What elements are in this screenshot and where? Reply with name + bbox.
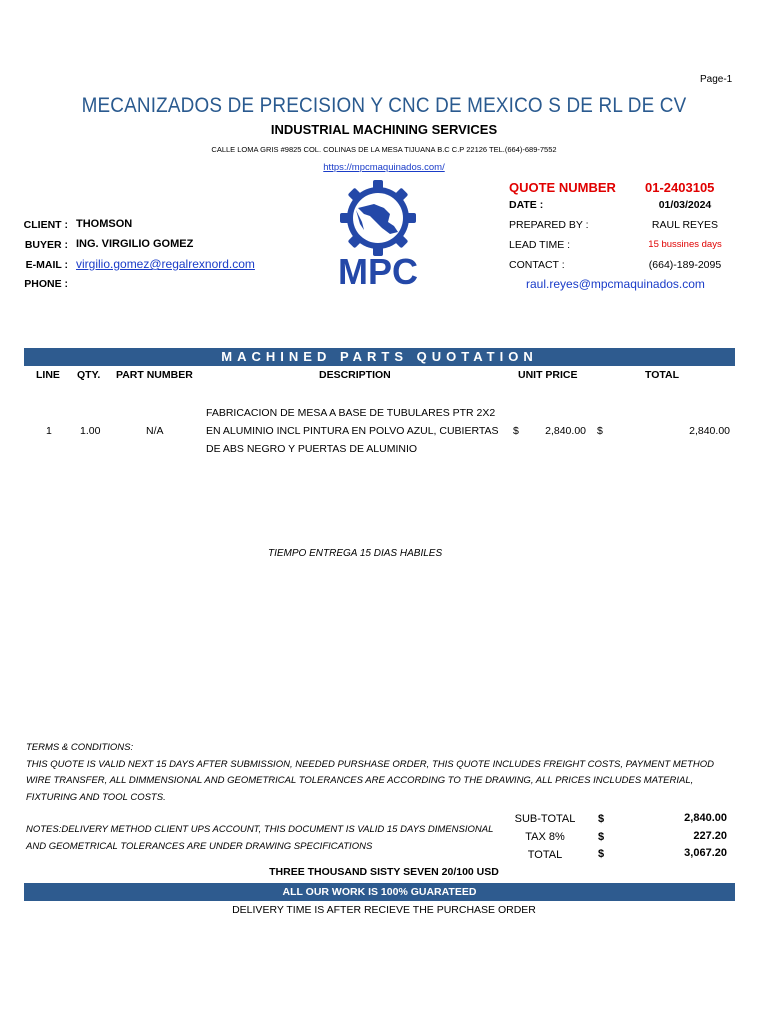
date-value: 01/03/2024: [658, 199, 712, 211]
tax-currency: $: [598, 831, 605, 843]
phone-label: PHONE :: [24, 278, 68, 290]
quote-number-label: QUOTE NUMBER: [509, 180, 616, 195]
subtotal-value: 2,840.00: [684, 812, 727, 824]
row-unit-price: 2,840.00: [545, 425, 586, 437]
svg-text:MPC: MPC: [338, 251, 418, 290]
quote-number-value: 01-2403105: [645, 180, 715, 195]
col-header-total: TOTAL: [645, 369, 680, 381]
contact-email[interactable]: raul.reyes@mpcmaquinados.com: [526, 277, 705, 291]
total-label: TOTAL: [527, 849, 563, 861]
company-logo: [316, 178, 440, 290]
guarantee-band: ALL OUR WORK IS 100% GUARATEED: [24, 883, 735, 901]
delivery-condition-note: DELIVERY TIME IS AFTER RECIEVE THE PURCHASE ORDER: [232, 904, 536, 916]
client-value: THOMSON: [76, 218, 133, 230]
row-total-currency: $: [597, 425, 603, 437]
lead-time-value: 15 bussines days: [648, 239, 722, 250]
company-address: CALLE LOMA GRIS #9825 COL. COLINAS DE LA MESA TIJUANA B.C C.P 22126 TEL.(664)-689-7552: [211, 145, 557, 154]
col-header-description: DESCRIPTION: [319, 369, 391, 381]
row-part-number: N/A: [146, 425, 164, 437]
company-website-link[interactable]: https://mpcmaquinados.com/: [323, 162, 445, 173]
col-header-qty: QTY.: [77, 369, 101, 381]
subtotal-label: SUB-TOTAL: [514, 813, 576, 825]
client-label: CLIENT :: [23, 219, 68, 231]
row-description: FABRICACION DE MESA A BASE DE TUBULARES PTR 2X2 EN ALUMINIO INCL PINTURA EN POLVO AZUL, CUBIERTAS DE ABS NEGRO Y PUERTAS DE ALUMINIO: [206, 407, 499, 455]
col-header-line: LINE: [36, 369, 60, 381]
contact-label: CONTACT :: [509, 259, 565, 271]
tax-label: TAX 8%: [525, 831, 565, 843]
tax-value: 227.20: [693, 830, 727, 842]
contact-phone: (664)-189-2095: [648, 259, 722, 271]
row-line: 1: [46, 425, 52, 437]
company-tagline: INDUSTRIAL MACHINING SERVICES: [270, 122, 498, 137]
email-link[interactable]: virgilio.gomez@regalrexnord.com: [76, 257, 255, 271]
terms-and-conditions: TERMS & CONDITIONS: THIS QUOTE IS VALID NEXT 15 DAYS AFTER SUBMISSION, NEEDED PURSHASE ORDER, THIS QUOTE INCLUDES FREIGHT COSTS, PAYMENT METHOD WIRE TRANSFER, ALL DIMMENSIONAL AND GEOMETRICAL TOLERANCES ARE ACCORDING TO THE DRAWING, ALL PRICES INCLUDES MATERIAL, FIXTURING AND TOOL COSTS.: [26, 742, 714, 803]
page-number: Page-1: [700, 74, 733, 85]
row-total: 2,840.00: [689, 425, 730, 437]
total-currency: $: [598, 848, 605, 860]
email-label: E-MAIL :: [25, 259, 68, 271]
col-header-part-number: PART NUMBER: [116, 369, 193, 381]
amount-in-words: THREE THOUSAND SISTY SEVEN 20/100 USD: [269, 866, 499, 878]
date-label: DATE :: [509, 199, 544, 211]
lead-time-label: LEAD TIME :: [509, 239, 571, 251]
company-name: MECANIZADOS DE PRECISION Y CNC DE MEXICO S DE RL DE CV: [81, 94, 687, 117]
prepared-by-value: RAUL REYES: [651, 219, 719, 231]
buyer-value: ING. VIRGILIO GOMEZ: [76, 238, 194, 250]
total-value: 3,067.20: [684, 847, 727, 859]
gear-with-mexico-map-icon: [316, 178, 440, 290]
prepared-by-label: PREPARED BY :: [509, 219, 589, 231]
buyer-label: BUYER :: [24, 239, 68, 251]
quotation-title-band: MACHINED PARTS QUOTATION: [24, 348, 735, 366]
subtotal-currency: $: [598, 813, 605, 825]
row-qty: 1.00: [80, 425, 101, 437]
delivery-time-note: TIEMPO ENTREGA 15 DIAS HABILES: [268, 548, 443, 559]
row-unit-currency: $: [513, 425, 519, 437]
notes-text: NOTES:DELIVERY METHOD CLIENT UPS ACCOUNT, THIS DOCUMENT IS VALID 15 DAYS DIMENSIONAL AND GEOMETRICAL TOLERANCES ARE UNDER DRAWING SPECIFICATIONS: [26, 824, 494, 852]
col-header-unit-price: UNIT PRICE: [518, 369, 578, 381]
